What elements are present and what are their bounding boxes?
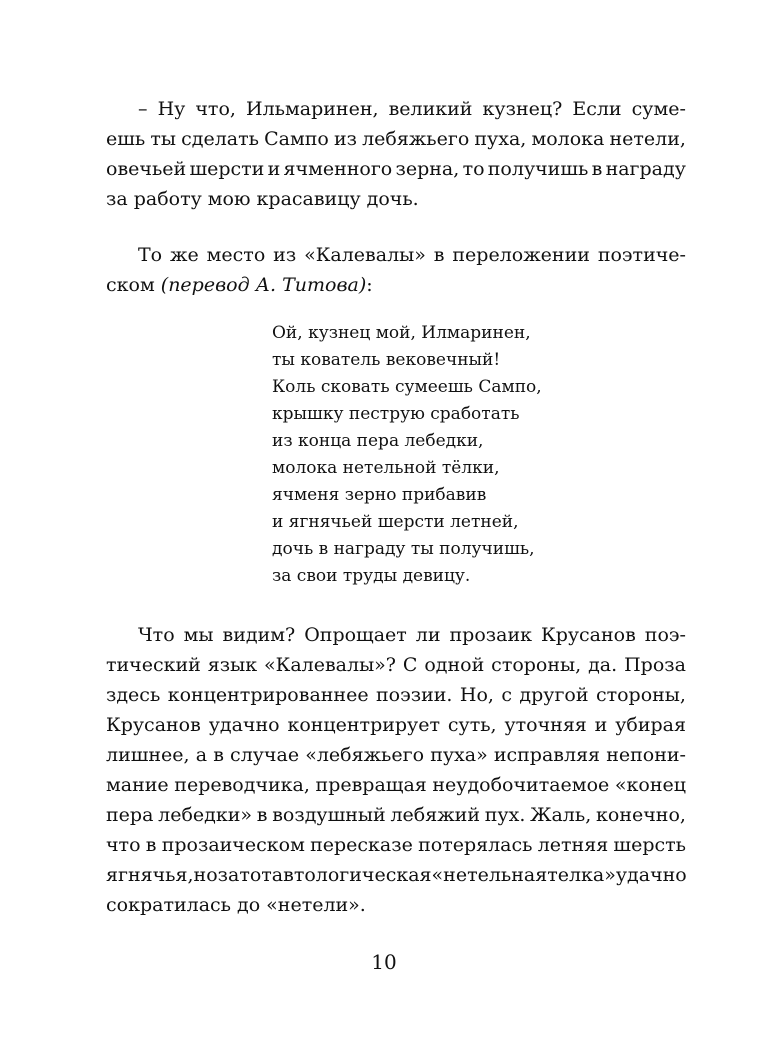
word: что,: [195, 98, 236, 120]
paragraph-line: [106, 124, 686, 154]
word: в: [591, 158, 603, 180]
word: работу: [133, 188, 202, 210]
poem-line: молока нетельной тёлки,: [272, 458, 500, 478]
word: красавицу: [256, 188, 361, 210]
word: одной: [424, 654, 485, 676]
word: суме-: [631, 98, 686, 120]
word: дочь.: [366, 188, 419, 210]
word: ягнячья,: [106, 864, 194, 886]
word: другой: [519, 684, 589, 706]
word: пуха»: [430, 744, 488, 766]
word: мание: [106, 774, 169, 796]
word: в: [433, 244, 445, 266]
word: концентрирует: [287, 714, 440, 736]
word: из: [333, 128, 357, 150]
word: но: [193, 864, 218, 886]
word: в: [145, 834, 157, 856]
paragraph-line: [106, 620, 686, 650]
word: стороны,: [595, 684, 686, 706]
word: великий: [388, 98, 473, 120]
word: ли: [415, 624, 441, 646]
word: то: [462, 158, 485, 180]
word: пух.: [484, 804, 526, 826]
paragraph-line: [106, 680, 686, 710]
word: «Калевалы»: [304, 244, 426, 266]
word: переводчика,: [174, 774, 310, 796]
paragraph-line: [106, 890, 686, 920]
word: прозаик: [449, 624, 532, 646]
word: лебяжьего: [362, 128, 470, 150]
poem-line: из конца пера лебедки,: [272, 431, 484, 451]
poem-line: Ой, кузнец мой, Илмаринен,: [272, 323, 531, 343]
paragraph-line: [106, 240, 686, 270]
word: –: [138, 98, 148, 120]
word: потерялась: [418, 834, 533, 856]
word: Крусанов: [106, 714, 201, 736]
word: лебедки»: [158, 804, 253, 826]
word: а: [195, 744, 208, 766]
paragraph-line: [106, 740, 686, 770]
word: же: [170, 244, 199, 266]
word: награду: [605, 158, 686, 180]
word: воздушный: [272, 804, 386, 826]
word: нетели,: [609, 128, 686, 150]
paragraph-line: [106, 770, 686, 800]
word: «нетели».: [266, 894, 366, 916]
poem-line: дочь в награду ты получишь,: [272, 539, 535, 559]
word: летняя: [537, 834, 609, 856]
word: «Калевалы»?: [264, 654, 396, 676]
word: шерсти: [189, 158, 265, 180]
word: поэтиче-: [597, 244, 686, 266]
poem-line: крышку пеструю сработать: [272, 404, 520, 424]
word: мы: [183, 624, 214, 646]
paragraph-line: [106, 184, 686, 214]
word: сделать: [181, 128, 259, 150]
translator-citation: (перевод А. Титова): [160, 274, 367, 296]
word: исправляя: [493, 744, 601, 766]
word: молока: [531, 128, 605, 150]
word: «конец: [614, 774, 686, 796]
word: за: [106, 188, 128, 210]
word: зато: [217, 864, 262, 886]
word: лебяжий: [390, 804, 481, 826]
paragraph-line: [106, 270, 686, 300]
poem-line: и ягнячьей шерсти летней,: [272, 512, 519, 532]
word: и: [594, 714, 608, 736]
word: суть,: [447, 714, 497, 736]
word: пересказе: [310, 834, 413, 856]
word: ячменного: [283, 158, 393, 180]
poem-line: за свои труды девицу.: [272, 566, 471, 586]
word: стороны,: [491, 654, 582, 676]
word: язык: [207, 654, 258, 676]
word: «нетельная: [431, 864, 548, 886]
word: в: [256, 804, 268, 826]
word: Крусанов: [540, 624, 636, 646]
word: То: [138, 244, 163, 266]
poem-line: Коль сковать сумеешь Сампо,: [272, 377, 542, 397]
word: «лебяжьего: [305, 744, 425, 766]
paragraph-intro-poem: [106, 240, 686, 300]
word: в: [213, 744, 224, 766]
word: Ильмаринен,: [246, 98, 379, 120]
word: удачно: [615, 864, 687, 886]
word: переложении: [452, 244, 590, 266]
word: сократилась: [106, 894, 232, 916]
word: что: [106, 834, 141, 856]
word: случае: [230, 744, 300, 766]
word: поэзии.: [376, 684, 453, 706]
poem-line: ты кователь вековечный!: [272, 350, 501, 370]
word: пера: [106, 804, 154, 826]
word: тавтологическая: [261, 864, 432, 886]
word: мою: [207, 188, 251, 210]
paragraph-line: [106, 830, 686, 860]
text-fragment: ском: [106, 274, 161, 296]
poem-line: ячменя зерно прибавив: [272, 485, 487, 505]
word: прозаическом: [161, 834, 305, 856]
word: Если: [572, 98, 622, 120]
paragraph-dialogue: [106, 94, 686, 214]
word: удачно: [208, 714, 280, 736]
word: концентрированнее: [167, 684, 369, 706]
word: Опрощает: [304, 624, 407, 646]
word: до: [237, 894, 261, 916]
word: место: [206, 244, 266, 266]
paragraph-line: [106, 650, 686, 680]
word: здесь: [106, 684, 161, 706]
paragraph-line: [106, 800, 686, 830]
word: видим?: [222, 624, 296, 646]
poem-quote: [272, 320, 542, 590]
paragraph-line: [106, 710, 686, 740]
word: зерна,: [395, 158, 460, 180]
word: с: [501, 684, 513, 706]
word: убирая: [615, 714, 686, 736]
word: шерсть: [613, 834, 686, 856]
word: получишь: [487, 158, 589, 180]
word: ты: [150, 128, 177, 150]
word: превращая: [315, 774, 427, 796]
word: и: [267, 158, 281, 180]
paragraph-line: [106, 94, 686, 124]
word: кузнец?: [482, 98, 563, 120]
word: конечно,: [596, 804, 686, 826]
word: Но,: [459, 684, 494, 706]
word: ешь: [106, 128, 146, 150]
word: поэ-: [644, 624, 686, 646]
paragraph-analysis: [106, 620, 686, 920]
word: Что: [138, 624, 175, 646]
paragraph-line: [106, 860, 686, 890]
word: Жаль,: [530, 804, 592, 826]
word: уточняя: [504, 714, 587, 736]
word: Проза: [624, 654, 686, 676]
word: лишнее,: [106, 744, 190, 766]
word: Ну: [157, 98, 186, 120]
page-number: 10: [371, 950, 397, 974]
word: тический: [106, 654, 201, 676]
word: овечьей: [106, 158, 187, 180]
word: да.: [588, 654, 618, 676]
word: Сампо: [264, 128, 329, 150]
word: непони-: [606, 744, 686, 766]
word: пуха,: [474, 128, 527, 150]
paragraph-line: [106, 154, 686, 184]
word: неудобочитаемое: [432, 774, 610, 796]
word: из: [273, 244, 297, 266]
text-fragment: :: [366, 274, 373, 296]
word: С: [402, 654, 418, 676]
word: телка»: [547, 864, 616, 886]
